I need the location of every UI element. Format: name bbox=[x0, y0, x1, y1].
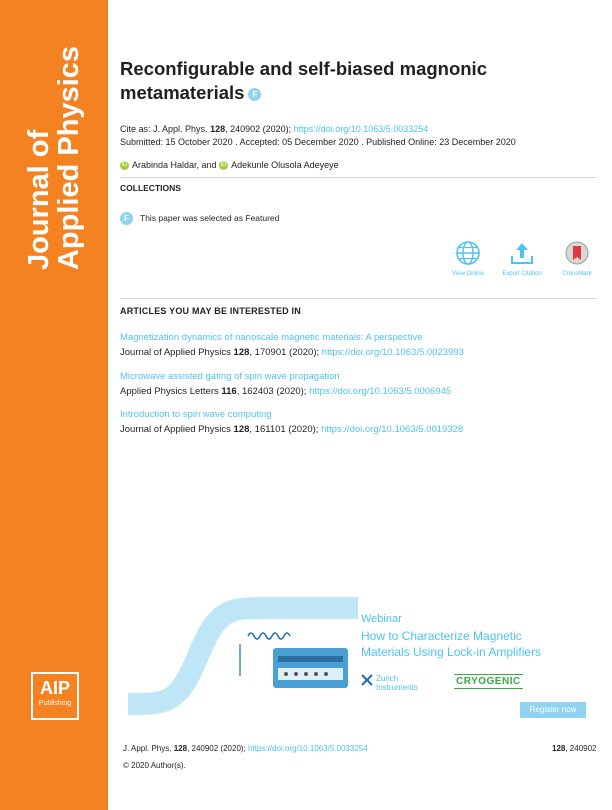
ad-sponsor-zurich bbox=[376, 674, 418, 692]
footer-cite-volume: 128 bbox=[173, 744, 188, 753]
related-article-title[interactable]: Introduction to spin wave computing bbox=[120, 409, 272, 420]
footer-citation bbox=[123, 744, 368, 753]
related-doi-link[interactable]: https://doi.org/10.1063/5.0006945 bbox=[309, 386, 452, 397]
ad-title-line2: Materials Using Lock-in Amplifiers bbox=[361, 645, 542, 659]
related-article bbox=[120, 409, 463, 435]
footer-doi-link[interactable]: https://doi.org/10.1063/5.0033254 bbox=[248, 744, 368, 753]
globe-icon bbox=[455, 240, 481, 266]
article-title bbox=[120, 57, 580, 105]
ad-webinar-label: Webinar bbox=[361, 613, 402, 625]
footer-cite-rest: , 240902 (2020); bbox=[187, 744, 246, 753]
view-online-button[interactable] bbox=[443, 240, 493, 277]
related-rest: , 170901 (2020); bbox=[249, 347, 320, 358]
journal-name-line1: Journal of bbox=[23, 129, 55, 271]
journal-sidebar bbox=[0, 0, 108, 810]
ad-sponsor-cryogenic: CRYOGENIC bbox=[456, 676, 521, 687]
cite-rest: , 240902 (2020); bbox=[225, 124, 292, 134]
title-line2: metamaterials bbox=[120, 82, 245, 103]
related-article bbox=[120, 371, 451, 397]
footer-page-ref bbox=[552, 744, 597, 753]
related-rest: , 162403 (2020); bbox=[236, 386, 307, 397]
orcid-icon[interactable]: iD bbox=[121, 162, 128, 169]
ad-title bbox=[361, 628, 581, 660]
divider bbox=[120, 298, 596, 299]
footer-right-volume: 128 bbox=[552, 744, 566, 753]
ad-title-line1: How to Characterize Magnetic bbox=[361, 629, 522, 643]
view-online-label: View Online bbox=[452, 271, 484, 277]
export-citation-label: Export Citation bbox=[502, 271, 542, 277]
related-article bbox=[120, 332, 464, 358]
register-now-button[interactable]: Register now bbox=[520, 702, 586, 718]
cite-prefix: Cite as: J. Appl. Phys. bbox=[120, 124, 208, 134]
related-rest: , 161101 (2020); bbox=[249, 424, 319, 435]
footer-cite-prefix: J. Appl. Phys. bbox=[123, 744, 172, 753]
crossmark-icon bbox=[564, 240, 590, 266]
export-icon bbox=[509, 240, 535, 266]
zurich-line1: Zurich bbox=[376, 674, 399, 683]
journal-name bbox=[24, 46, 84, 270]
related-doi-link[interactable]: https://doi.org/10.1063/5.0019328 bbox=[321, 424, 464, 435]
cite-line bbox=[120, 124, 428, 134]
featured-icon[interactable]: F bbox=[248, 88, 261, 101]
ad-graphic bbox=[128, 596, 358, 718]
divider bbox=[120, 177, 596, 178]
orcid-icon[interactable]: iD bbox=[220, 162, 227, 169]
related-doi-link[interactable]: https://doi.org/10.1063/5.0023993 bbox=[321, 347, 464, 358]
related-article-title[interactable]: Microwave assisted gating of spin wave propagation bbox=[120, 371, 340, 382]
related-journal: Applied Physics Letters bbox=[120, 386, 219, 397]
footer-right-rest: , 240902 bbox=[565, 744, 597, 753]
logo-sub-text: Publishing bbox=[38, 700, 72, 707]
related-articles-heading: ARTICLES YOU MAY BE INTERESTED IN bbox=[120, 306, 301, 316]
webinar-advertisement[interactable] bbox=[128, 596, 586, 718]
collections-heading: COLLECTIONS bbox=[120, 183, 181, 193]
author-1[interactable]: Arabinda Haldar bbox=[132, 160, 197, 170]
zurich-logo-icon bbox=[361, 674, 373, 686]
dates-line: Submitted: 15 October 2020 . Accepted: 05 December 2020 . Published Online: 23 December 2020 bbox=[120, 137, 516, 147]
featured-notice bbox=[120, 212, 279, 225]
aip-publishing-logo[interactable] bbox=[31, 672, 79, 720]
zurich-line2: Instruments bbox=[376, 683, 418, 692]
featured-icon: F bbox=[120, 212, 133, 225]
related-volume: 128 bbox=[233, 347, 250, 358]
article-doi-link[interactable]: https://doi.org/10.1063/5.0033254 bbox=[293, 124, 429, 134]
author-separator: , and bbox=[196, 160, 217, 170]
featured-text: This paper was selected as Featured bbox=[140, 212, 280, 223]
author-2[interactable]: Adekunle Olusola Adeyeye bbox=[231, 160, 339, 170]
related-volume: 116 bbox=[221, 386, 237, 397]
crossmark-button[interactable] bbox=[552, 240, 602, 277]
footer-copyright: © 2020 Author(s). bbox=[123, 761, 186, 770]
related-volume: 128 bbox=[233, 424, 250, 435]
authors-line bbox=[120, 160, 339, 170]
export-citation-button[interactable] bbox=[497, 240, 547, 277]
related-article-title[interactable]: Magnetization dynamics of nanoscale magnetic materials: A perspective bbox=[120, 332, 423, 343]
journal-name-line2: Applied Physics bbox=[53, 45, 85, 271]
logo-main-text: AIP bbox=[39, 678, 70, 698]
cite-volume: 128 bbox=[210, 124, 226, 134]
related-journal: Journal of Applied Physics bbox=[120, 347, 231, 358]
crossmark-label: CrossMark bbox=[562, 271, 592, 277]
related-journal: Journal of Applied Physics bbox=[120, 424, 231, 435]
related-article-ref bbox=[120, 347, 464, 358]
title-line1: Reconfigurable and self-biased magnonic bbox=[120, 58, 487, 79]
related-article-ref bbox=[120, 386, 451, 397]
related-article-ref bbox=[120, 424, 463, 435]
